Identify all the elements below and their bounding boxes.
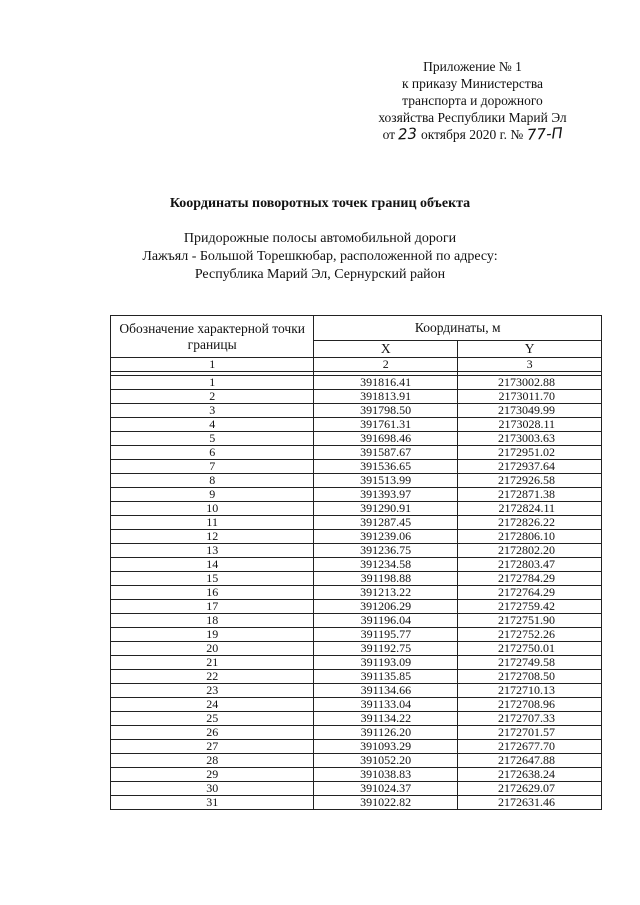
- coord-x: 391698.46: [314, 432, 458, 446]
- point-number: 13: [111, 544, 314, 558]
- appendix-order-line: к приказу Министерства: [401, 76, 544, 91]
- appendix-republic-line: хозяйства Республики Марий Эл: [378, 110, 567, 125]
- coord-x: 391134.66: [314, 684, 458, 698]
- table-row: [111, 432, 602, 446]
- coord-y: 2172750.01: [458, 642, 602, 656]
- coord-y: 2172871.38: [458, 488, 602, 502]
- coord-x: 391290.91: [314, 502, 458, 516]
- handwritten-order-number: 77-П: [526, 124, 563, 144]
- header-index-3: 3: [458, 358, 602, 372]
- table-row: [111, 544, 602, 558]
- table-row: [111, 684, 602, 698]
- coord-y: 2172701.57: [458, 726, 602, 740]
- subtitle-line-2: Лажъял - Большой Торешкюбар, расположенной по адресу:: [142, 249, 498, 264]
- document-subtitle: [0, 230, 640, 284]
- coord-x: 391813.91: [314, 390, 458, 404]
- appendix-number: Приложение № 1: [423, 59, 522, 74]
- table-row: [111, 502, 602, 516]
- table-row: [111, 712, 602, 726]
- coord-y: 2172951.02: [458, 446, 602, 460]
- coord-y: 2172826.22: [458, 516, 602, 530]
- coord-x: 391022.82: [314, 796, 458, 810]
- coord-y: 2172647.88: [458, 754, 602, 768]
- table-row: [111, 488, 602, 502]
- table-row: [111, 768, 602, 782]
- point-number: 7: [111, 460, 314, 474]
- coord-x: 391196.04: [314, 614, 458, 628]
- point-number: 25: [111, 712, 314, 726]
- coord-x: 391135.85: [314, 670, 458, 684]
- table-row: [111, 474, 602, 488]
- point-number: 28: [111, 754, 314, 768]
- table-row: [111, 698, 602, 712]
- coord-x: 391513.99: [314, 474, 458, 488]
- coord-y: 2172784.29: [458, 572, 602, 586]
- point-number: 31: [111, 796, 314, 810]
- coord-y: 2172708.96: [458, 698, 602, 712]
- coord-y: 2172759.42: [458, 600, 602, 614]
- coord-y: 2173011.70: [458, 390, 602, 404]
- coord-x: 391193.09: [314, 656, 458, 670]
- document-title: Координаты поворотных точек границ объекта: [169, 196, 471, 211]
- header-point-designation: Обозначение характерной точки границы: [111, 316, 314, 358]
- coordinates-table: [110, 315, 602, 810]
- point-number: 19: [111, 628, 314, 642]
- coord-x: 391093.29: [314, 740, 458, 754]
- coord-y: 2173002.88: [458, 376, 602, 390]
- point-number: 3: [111, 404, 314, 418]
- point-number: 22: [111, 670, 314, 684]
- coord-x: 391236.75: [314, 544, 458, 558]
- table-row: [111, 740, 602, 754]
- coord-y: 2173049.99: [458, 404, 602, 418]
- coord-y: 2172926.58: [458, 474, 602, 488]
- handwritten-day: 23: [397, 124, 418, 144]
- coord-y: 2172764.29: [458, 586, 602, 600]
- point-number: 11: [111, 516, 314, 530]
- table-row: [111, 404, 602, 418]
- point-number: 12: [111, 530, 314, 544]
- coord-x: 391393.97: [314, 488, 458, 502]
- coord-x: 391024.37: [314, 782, 458, 796]
- date-rest: октября 2020 г. №: [420, 127, 524, 142]
- table-row: [111, 376, 602, 390]
- point-number: 21: [111, 656, 314, 670]
- coord-y: 2173003.63: [458, 432, 602, 446]
- point-number: 26: [111, 726, 314, 740]
- table-row: [111, 572, 602, 586]
- table-row: [111, 418, 602, 432]
- table-row: [111, 586, 602, 600]
- header-index-2: 2: [314, 358, 458, 372]
- coord-y: 2173028.11: [458, 418, 602, 432]
- table-row: [111, 390, 602, 404]
- header-index-1: 1: [111, 358, 314, 372]
- coord-y: 2172937.64: [458, 460, 602, 474]
- table-row: [111, 516, 602, 530]
- coord-x: 391234.58: [314, 558, 458, 572]
- table-row: [111, 628, 602, 642]
- coord-y: 2172751.90: [458, 614, 602, 628]
- coord-x: 391133.04: [314, 698, 458, 712]
- coord-x: 391192.75: [314, 642, 458, 656]
- coord-y: 2172629.07: [458, 782, 602, 796]
- point-number: 15: [111, 572, 314, 586]
- coord-y: 2172707.33: [458, 712, 602, 726]
- point-number: 9: [111, 488, 314, 502]
- table-row: [111, 670, 602, 684]
- table-row: [111, 600, 602, 614]
- point-number: 1: [111, 376, 314, 390]
- coord-x: 391134.22: [314, 712, 458, 726]
- coord-x: 391198.88: [314, 572, 458, 586]
- table-row: [111, 642, 602, 656]
- point-number: 6: [111, 446, 314, 460]
- point-number: 27: [111, 740, 314, 754]
- coord-x: 391798.50: [314, 404, 458, 418]
- coord-x: 391195.77: [314, 628, 458, 642]
- coord-y: 2172749.58: [458, 656, 602, 670]
- point-number: 17: [111, 600, 314, 614]
- coord-y: 2172806.10: [458, 530, 602, 544]
- header-x: X: [314, 341, 458, 358]
- table-row: [111, 614, 602, 628]
- point-number: 24: [111, 698, 314, 712]
- coord-y: 2172631.46: [458, 796, 602, 810]
- table-row: [111, 656, 602, 670]
- coord-y: 2172710.13: [458, 684, 602, 698]
- coord-y: 2172638.24: [458, 768, 602, 782]
- point-number: 16: [111, 586, 314, 600]
- table-row: [111, 530, 602, 544]
- point-number: 14: [111, 558, 314, 572]
- coord-x: 391816.41: [314, 376, 458, 390]
- coord-x: 391587.67: [314, 446, 458, 460]
- table-row: [111, 460, 602, 474]
- header-y: Y: [458, 341, 602, 358]
- point-number: 5: [111, 432, 314, 446]
- table-row: [111, 782, 602, 796]
- coord-x: 391536.65: [314, 460, 458, 474]
- point-number: 4: [111, 418, 314, 432]
- coord-y: 2172677.70: [458, 740, 602, 754]
- coord-x: 391126.20: [314, 726, 458, 740]
- coord-y: 2172708.50: [458, 670, 602, 684]
- coord-y: 2172752.26: [458, 628, 602, 642]
- coord-x: 391052.20: [314, 754, 458, 768]
- table-row: [111, 796, 602, 810]
- coord-x: 391287.45: [314, 516, 458, 530]
- coord-x: 391761.31: [314, 418, 458, 432]
- coord-x: 391239.06: [314, 530, 458, 544]
- point-number: 29: [111, 768, 314, 782]
- table-row: [111, 726, 602, 740]
- coord-x: 391213.22: [314, 586, 458, 600]
- table-row: [111, 754, 602, 768]
- point-number: 8: [111, 474, 314, 488]
- coord-y: 2172802.20: [458, 544, 602, 558]
- appendix-date-line: [360, 126, 585, 143]
- coord-x: 391206.29: [314, 600, 458, 614]
- table-body: [111, 376, 602, 810]
- appendix-ministry-line: транспорта и дорожного: [402, 93, 543, 108]
- point-number: 18: [111, 614, 314, 628]
- point-number: 20: [111, 642, 314, 656]
- subtitle-line-1: Придорожные полосы автомобильной дороги: [183, 231, 457, 246]
- coord-x: 391038.83: [314, 768, 458, 782]
- header-coordinates: Координаты, м: [314, 316, 602, 341]
- date-prefix: от: [382, 127, 396, 142]
- table-row: [111, 558, 602, 572]
- point-number: 30: [111, 782, 314, 796]
- point-number: 10: [111, 502, 314, 516]
- subtitle-line-3: Республика Марий Эл, Сернурский район: [194, 267, 446, 282]
- coord-y: 2172803.47: [458, 558, 602, 572]
- appendix-header: [360, 58, 585, 143]
- coord-y: 2172824.11: [458, 502, 602, 516]
- point-number: 2: [111, 390, 314, 404]
- table-row: [111, 446, 602, 460]
- point-number: 23: [111, 684, 314, 698]
